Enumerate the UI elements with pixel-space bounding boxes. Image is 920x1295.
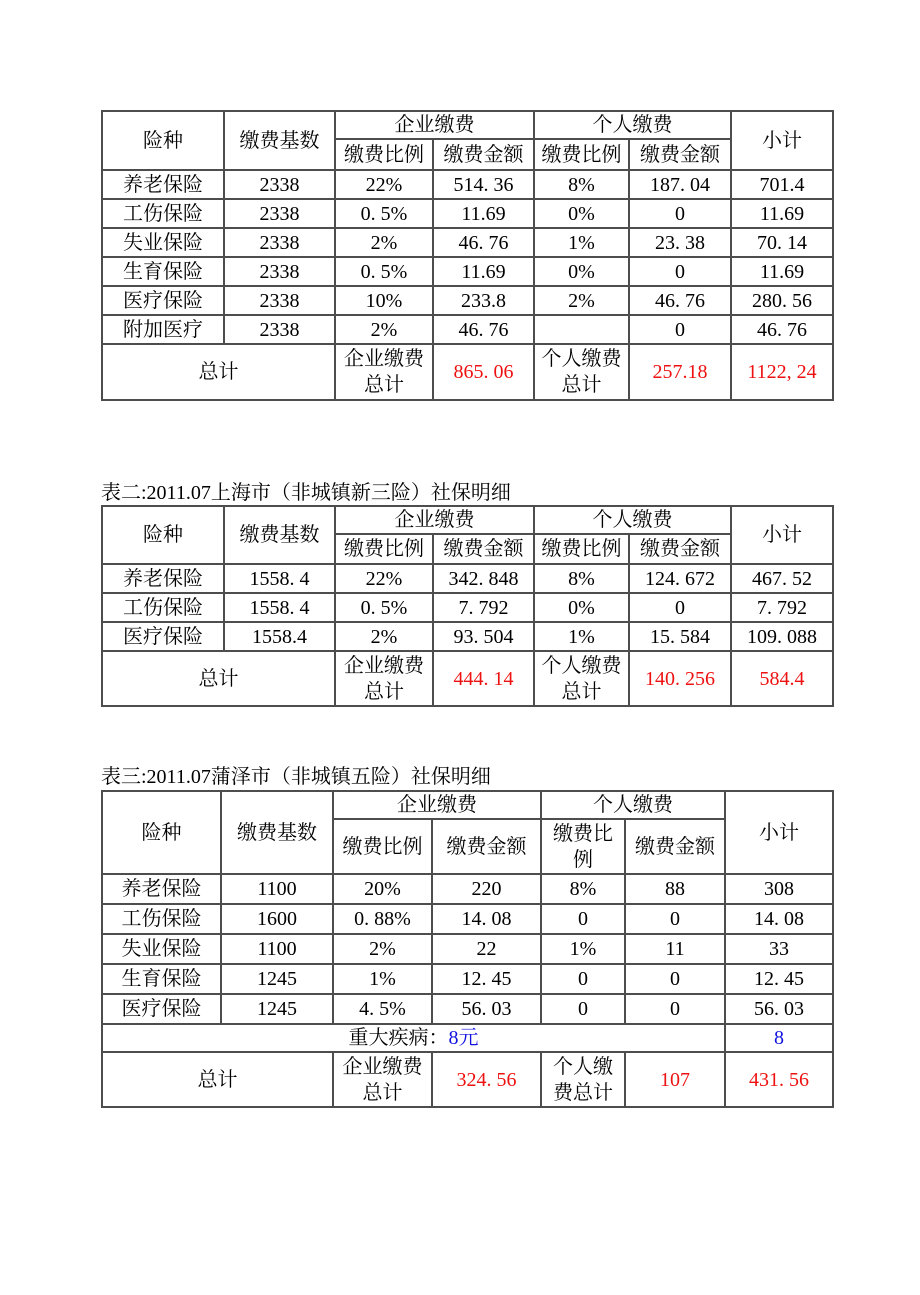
grand-total-value-cell: 1122, 24 (731, 344, 833, 400)
table-cell: 2% (335, 622, 433, 651)
table-cell: 46. 76 (433, 228, 534, 257)
table-cell: 70. 14 (731, 228, 833, 257)
table-cell: 514. 36 (433, 170, 534, 199)
table-cell: 1100 (221, 874, 333, 904)
table-cell: 工伤保险 (102, 593, 224, 622)
table-cell: 1% (534, 228, 629, 257)
table-cell: 1% (534, 622, 629, 651)
company-total-label-cell: 企业缴费总计 (333, 1052, 432, 1107)
table-row (102, 564, 833, 593)
table-cell: 124. 672 (629, 564, 731, 593)
table-cell: 11 (625, 934, 725, 964)
table-cell: 0 (541, 964, 625, 994)
personal-total-value-cell: 140. 256 (629, 651, 731, 706)
table-row (102, 170, 833, 199)
table-row (102, 199, 833, 228)
company-total-value-cell: 865. 06 (433, 344, 534, 400)
table-cell: 0. 5% (335, 199, 433, 228)
table-cell: 0 (629, 257, 731, 286)
header-row-groups (102, 791, 833, 819)
personal-total-value-cell: 257.18 (629, 344, 731, 400)
table-footer (102, 651, 833, 706)
table-cell: 1600 (221, 904, 333, 934)
table-cell: 0. 88% (333, 904, 432, 934)
total-row (102, 1052, 833, 1107)
table-row (102, 964, 833, 994)
personal-total-value-cell: 107 (625, 1052, 725, 1107)
table-cell: 2% (534, 286, 629, 315)
table-cell: 0% (534, 593, 629, 622)
header-payment-base: 缴费基数 (224, 111, 335, 170)
table-body (102, 564, 833, 651)
table-cell: 工伤保险 (102, 904, 221, 934)
table-row (102, 904, 833, 934)
table-row (102, 874, 833, 904)
total-label-cell: 总计 (102, 344, 335, 400)
table-cell: 生育保险 (102, 257, 224, 286)
table-cell: 失业保险 (102, 934, 221, 964)
table-cell: 0% (534, 257, 629, 286)
header-row-groups (102, 506, 833, 534)
table-cell: 187. 04 (629, 170, 731, 199)
table-cell: 14. 08 (432, 904, 541, 934)
table-cell: 0 (629, 315, 731, 344)
table-row (102, 593, 833, 622)
critical-illness-cell (102, 1024, 725, 1052)
table-cell: 1558.4 (224, 622, 335, 651)
table-header (102, 506, 833, 564)
header-personal-group: 个人缴费 (541, 791, 725, 819)
table-cell: 109. 088 (731, 622, 833, 651)
insurance-table-1 (101, 110, 834, 401)
table-cell: 280. 56 (731, 286, 833, 315)
insurance-table-3 (101, 790, 834, 1108)
header-personal-amount: 缴费金额 (625, 819, 725, 874)
table-cell: 0% (534, 199, 629, 228)
header-personal-amount: 缴费金额 (629, 139, 731, 170)
company-total-value-cell: 444. 14 (433, 651, 534, 706)
company-total-value-cell: 324. 56 (432, 1052, 541, 1107)
table-cell: 2338 (224, 228, 335, 257)
table-cell: 8% (534, 564, 629, 593)
header-insurance-type: 险种 (102, 506, 224, 564)
insurance-table-2 (101, 505, 834, 707)
header-personal-group: 个人缴费 (534, 111, 731, 139)
header-company-amount: 缴费金额 (433, 139, 534, 170)
table-cell: 46. 76 (731, 315, 833, 344)
table-cell: 93. 504 (433, 622, 534, 651)
table-cell: 8% (541, 874, 625, 904)
table-cell: 附加医疗 (102, 315, 224, 344)
table-cell: 2338 (224, 315, 335, 344)
table-cell: 11.69 (433, 257, 534, 286)
table-cell: 1558. 4 (224, 593, 335, 622)
table-cell: 2338 (224, 257, 335, 286)
personal-total-label-cell: 个人缴费总计 (534, 651, 629, 706)
table-cell: 22% (335, 564, 433, 593)
table-cell: 11.69 (731, 257, 833, 286)
table3-title: 表三:2011.07蒲泽市（非城镇五险）社保明细 (101, 766, 491, 788)
critical-illness-row (102, 1024, 833, 1052)
table-cell: 医疗保险 (102, 994, 221, 1024)
header-company-amount: 缴费金额 (433, 534, 534, 564)
grand-total-value-cell: 584.4 (731, 651, 833, 706)
table-cell: 88 (625, 874, 725, 904)
table-row (102, 315, 833, 344)
grand-total-value-cell: 431. 56 (725, 1052, 833, 1107)
total-label-cell: 总计 (102, 651, 335, 706)
table-cell: 46. 76 (433, 315, 534, 344)
total-row (102, 344, 833, 400)
header-payment-base: 缴费基数 (224, 506, 335, 564)
header-personal-ratio: 缴费比例 (534, 139, 629, 170)
table-cell: 1100 (221, 934, 333, 964)
table-cell: 工伤保险 (102, 199, 224, 228)
table-cell: 1245 (221, 964, 333, 994)
header-company-ratio: 缴费比例 (335, 534, 433, 564)
header-payment-base: 缴费基数 (221, 791, 333, 874)
table-row (102, 286, 833, 315)
table-row (102, 934, 833, 964)
critical-illness-label: 重大疾病： (348, 1027, 449, 1049)
table-header (102, 111, 833, 170)
table-cell: 医疗保险 (102, 286, 224, 315)
total-label-cell: 总计 (102, 1052, 333, 1107)
table-cell: 11.69 (731, 199, 833, 228)
table-cell: 233.8 (433, 286, 534, 315)
table-cell: 467. 52 (731, 564, 833, 593)
personal-total-label-cell: 个人缴费总计 (541, 1052, 625, 1107)
table-cell: 0 (541, 994, 625, 1024)
table-cell: 10% (335, 286, 433, 315)
table-cell: 0 (629, 199, 731, 228)
header-company-group: 企业缴费 (335, 111, 534, 139)
company-total-label-cell: 企业缴费总计 (335, 344, 433, 400)
table-cell: 医疗保险 (102, 622, 224, 651)
table-cell: 失业保险 (102, 228, 224, 257)
table-row (102, 257, 833, 286)
header-insurance-type: 险种 (102, 111, 224, 170)
header-personal-ratio: 缴费比例 (541, 819, 625, 874)
table2-title: 表二:2011.07上海市（非城镇新三险）社保明细 (101, 482, 511, 504)
table-cell: 生育保险 (102, 964, 221, 994)
table-cell: 12. 45 (432, 964, 541, 994)
table-cell: 2% (335, 315, 433, 344)
table-row (102, 228, 833, 257)
table-cell: 7. 792 (731, 593, 833, 622)
table-footer (102, 344, 833, 400)
table-cell: 2338 (224, 170, 335, 199)
table-cell: 220 (432, 874, 541, 904)
table-row (102, 994, 833, 1024)
header-company-group: 企业缴费 (335, 506, 534, 534)
table-cell: 22% (335, 170, 433, 199)
total-row (102, 651, 833, 706)
table-cell: 12. 45 (725, 964, 833, 994)
header-subtotal: 小计 (731, 111, 833, 170)
table-header (102, 791, 833, 874)
table-cell: 0 (625, 964, 725, 994)
header-company-group: 企业缴费 (333, 791, 541, 819)
header-company-amount: 缴费金额 (432, 819, 541, 874)
table-cell: 0 (625, 994, 725, 1024)
table-row (102, 622, 833, 651)
table-cell (534, 315, 629, 344)
table-cell: 22 (432, 934, 541, 964)
header-insurance-type: 险种 (102, 791, 221, 874)
table-cell: 0. 5% (335, 257, 433, 286)
table-cell: 2338 (224, 286, 335, 315)
table-cell: 养老保险 (102, 874, 221, 904)
table-cell: 11.69 (433, 199, 534, 228)
header-subtotal: 小计 (731, 506, 833, 564)
table-footer (102, 1024, 833, 1107)
table-cell: 8% (534, 170, 629, 199)
table-body (102, 874, 833, 1024)
table-cell: 0 (625, 904, 725, 934)
table-cell: 46. 76 (629, 286, 731, 315)
header-personal-group: 个人缴费 (534, 506, 731, 534)
header-personal-amount: 缴费金额 (629, 534, 731, 564)
table-cell: 20% (333, 874, 432, 904)
table-cell: 342. 848 (433, 564, 534, 593)
critical-illness-subtotal-cell: 8 (725, 1024, 833, 1052)
table-cell: 2% (333, 934, 432, 964)
table-cell: 养老保险 (102, 170, 224, 199)
table-cell: 0 (541, 904, 625, 934)
table-cell: 0. 5% (335, 593, 433, 622)
table-cell: 701.4 (731, 170, 833, 199)
table-body (102, 170, 833, 344)
header-subtotal: 小计 (725, 791, 833, 874)
table-cell: 15. 584 (629, 622, 731, 651)
header-row-groups (102, 111, 833, 139)
table-cell: 308 (725, 874, 833, 904)
header-personal-ratio: 缴费比例 (534, 534, 629, 564)
critical-illness-amount: 8元 (448, 1027, 479, 1049)
table-cell: 14. 08 (725, 904, 833, 934)
table-cell: 1% (333, 964, 432, 994)
table-cell: 2% (335, 228, 433, 257)
table-cell: 7. 792 (433, 593, 534, 622)
table-cell: 4. 5% (333, 994, 432, 1024)
table-cell: 2338 (224, 199, 335, 228)
company-total-label-cell: 企业缴费总计 (335, 651, 433, 706)
table-cell: 0 (629, 593, 731, 622)
table-cell: 1245 (221, 994, 333, 1024)
header-company-ratio: 缴费比例 (333, 819, 432, 874)
personal-total-label-cell: 个人缴费总计 (534, 344, 629, 400)
table-cell: 23. 38 (629, 228, 731, 257)
header-company-ratio: 缴费比例 (335, 139, 433, 170)
table-cell: 1558. 4 (224, 564, 335, 593)
table-cell: 33 (725, 934, 833, 964)
table-cell: 1% (541, 934, 625, 964)
table-cell: 养老保险 (102, 564, 224, 593)
table-cell: 56. 03 (725, 994, 833, 1024)
table-cell: 56. 03 (432, 994, 541, 1024)
